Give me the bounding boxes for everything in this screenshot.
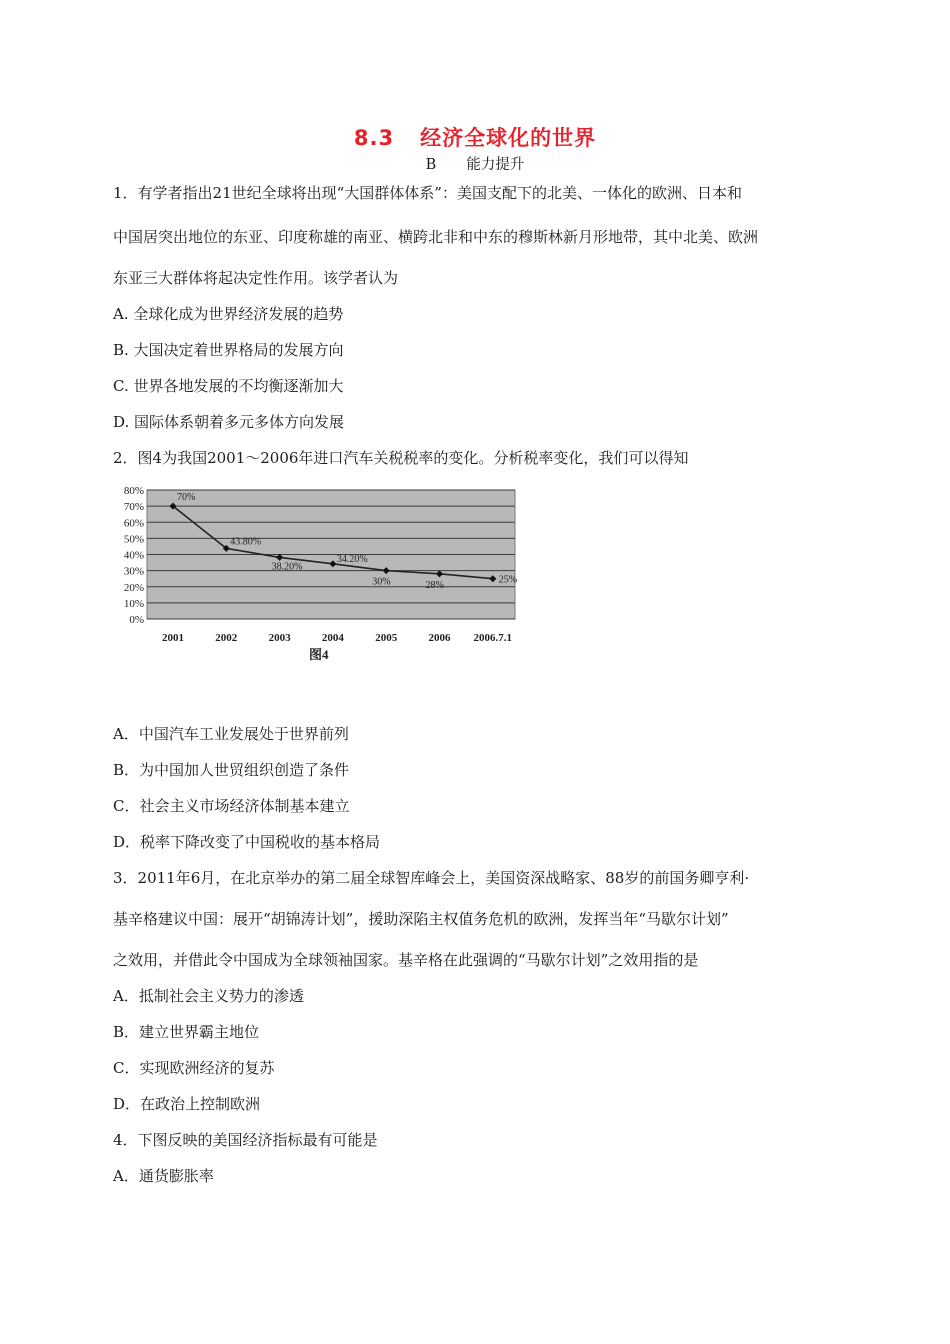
- level-name: 能力提升: [466, 157, 525, 173]
- q3-stem-line-2: 基辛格建议中国：展开“胡锦涛计划”，援助深陷主权值务危机的欧洲，发挥当年“马歇尔计划”: [113, 910, 729, 928]
- x-tick-label: 2005: [375, 632, 398, 644]
- q2-option-c: C．社会主义市场经济体制基本建立: [113, 797, 350, 815]
- q2-stem: 2．图4为我国2001～2006年进口汽车关税税率的变化。分析税率变化，我们可以得知: [113, 449, 689, 467]
- y-tick-label: 50%: [123, 533, 144, 546]
- level-subtitle: [0, 153, 950, 174]
- q1-option-c: C. 世界各地发展的不均衡逐渐加大: [113, 377, 344, 395]
- data-label: 30%: [372, 576, 391, 588]
- q3-stem-line-1: 3．2011年6月，在北京举办的第二届全球智库峰会上，美国资深战略家、88岁的前国务卿亨利·: [113, 869, 750, 887]
- y-tick-label: 40%: [123, 549, 144, 562]
- q1-stem-line-3: 东亚三大群体将起决定性作用。该学者认为: [113, 269, 399, 287]
- q2-option-a: A．中国汽车工业发展处于世界前列: [113, 725, 349, 743]
- x-tick-label: 2006.7.1: [473, 632, 513, 644]
- section-number: 8.3: [353, 126, 395, 150]
- section-title: 经济全球化的世界: [420, 126, 597, 150]
- x-axis-ticks: [162, 632, 512, 644]
- y-tick-label: 10%: [123, 597, 144, 610]
- data-label: 70%: [177, 492, 196, 504]
- page-title: [0, 122, 950, 152]
- q4-option-a: A．通货膨胀率: [113, 1167, 214, 1185]
- x-tick-label: 2003: [268, 632, 291, 644]
- y-axis-ticks: [124, 487, 144, 626]
- q1-stem-line-2: 中国居突出地位的东亚、印度称雄的南亚、横跨北非和中东的穆斯林新月形地带，其中北美、欧洲: [113, 228, 759, 246]
- y-tick-label: 80%: [123, 487, 144, 497]
- y-tick-label: 30%: [123, 565, 144, 578]
- q3-option-c: C．实现欧洲经济的复苏: [113, 1059, 275, 1077]
- data-label: 28%: [425, 579, 444, 591]
- q2-option-b: B．为中国加人世贸组织创造了条件: [113, 761, 350, 779]
- q4-stem: 4．下图反映的美国经济指标最有可能是: [113, 1131, 378, 1149]
- q2-option-d: D．税率下降改变了中国税收的基本格局: [113, 833, 381, 851]
- x-tick-label: 2001: [162, 632, 184, 644]
- q3-option-d: D．在政治上控制欧洲: [113, 1095, 261, 1113]
- q1-option-b: B. 大国决定着世界格局的发展方向: [113, 341, 344, 359]
- tariff-chart: [113, 487, 543, 667]
- data-label: 38.20%: [271, 561, 303, 573]
- figure-caption: 图4: [309, 647, 329, 662]
- q3-option-a: A．抵制社会主义势力的渗透: [113, 987, 304, 1005]
- q3-option-b: B．建立世界霸主地位: [113, 1023, 260, 1041]
- y-tick-label: 60%: [123, 517, 144, 530]
- y-tick-label: 20%: [123, 581, 144, 594]
- x-tick-label: 2006: [428, 632, 451, 644]
- y-tick-label: 70%: [123, 501, 144, 514]
- data-label: 25%: [498, 574, 518, 586]
- level-letter: B: [425, 157, 437, 173]
- q1-option-a: A. 全球化成为世界经济发展的趋势: [113, 305, 344, 323]
- q3-stem-line-3: 之效用，并借此令中国成为全球领袖国家。基辛格在此强调的“马歇尔计划”之效用指的是: [113, 951, 699, 969]
- data-label: 43.80%: [230, 536, 262, 548]
- y-tick-label: 0%: [129, 614, 144, 626]
- q1-option-d: D. 国际体系朝着多元多体方向发展: [113, 413, 345, 431]
- x-tick-label: 2002: [215, 632, 238, 644]
- x-tick-label: 2004: [321, 632, 344, 644]
- data-label: 34.20%: [336, 553, 368, 565]
- q1-stem-line-1: 1．有学者指出21世纪全球将出现“大国群体体系”：美国支配下的北美、一体化的欧洲、日本和: [113, 184, 742, 202]
